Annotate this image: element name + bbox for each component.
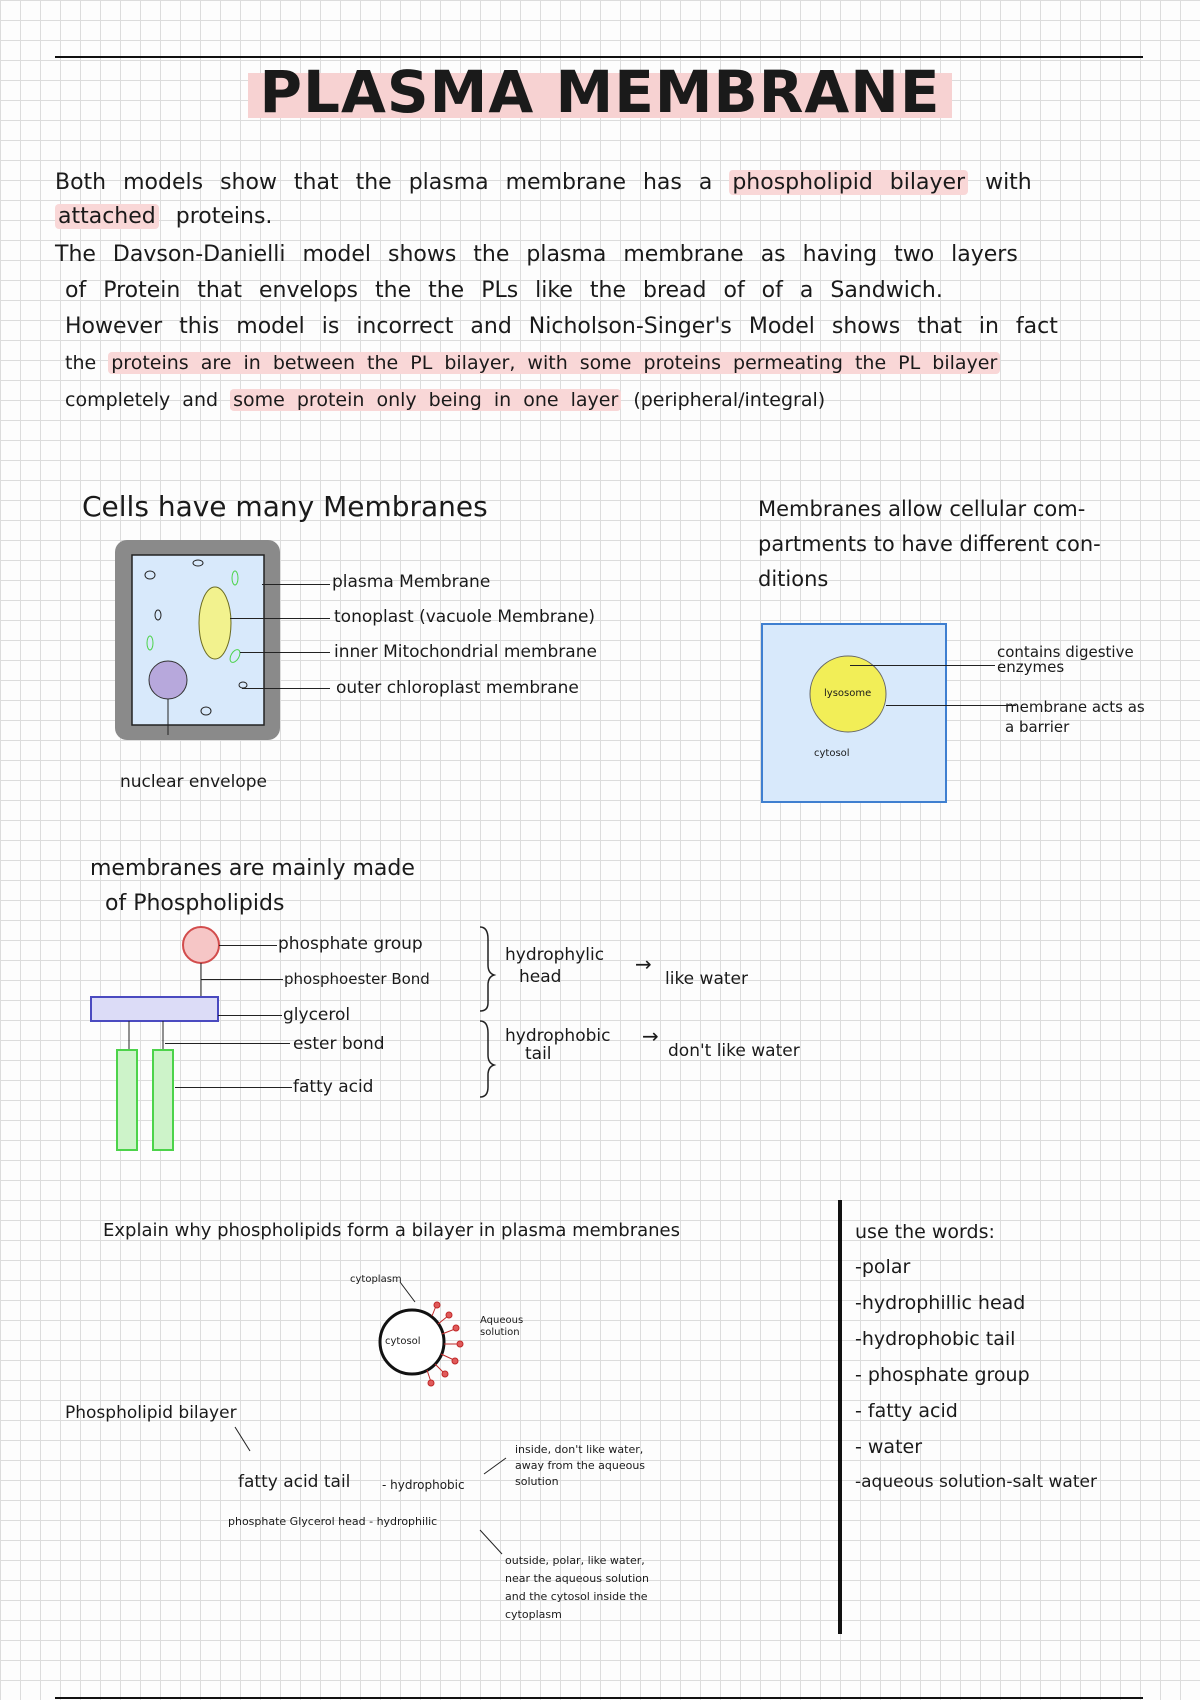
word-item: -polar bbox=[855, 1256, 911, 1278]
pl-label-phosphoester: phosphoester Bond bbox=[284, 970, 430, 988]
compartments-line-3: ditions bbox=[758, 567, 829, 591]
outside-note: outside, polar, like water, near the aqueous solution and the cytosol inside the cytoplasm bbox=[505, 1554, 649, 1621]
phospholipid-heading-1: membranes are mainly made bbox=[90, 856, 415, 881]
phospholipid-heading-2: of Phospholipids bbox=[105, 891, 285, 916]
word-item: -aqueous solution-salt water bbox=[855, 1472, 1097, 1492]
vacuole bbox=[199, 587, 231, 659]
pointer-line bbox=[201, 979, 283, 980]
pl-label-fatty-acid: fatty acid bbox=[293, 1077, 374, 1097]
bilayer-question: Explain why phospholipids form a bilayer in plasma membranes bbox=[103, 1220, 681, 1241]
word-item: - phosphate group bbox=[855, 1364, 1030, 1386]
pointer-line bbox=[242, 688, 330, 689]
fatty-acid-tail bbox=[153, 1050, 173, 1150]
pointer-line bbox=[230, 1425, 270, 1455]
pointer-line bbox=[230, 618, 330, 619]
cells-heading: Cells have many Membranes bbox=[82, 490, 488, 523]
pointer-line bbox=[850, 665, 995, 666]
aqueous-label: Aqueous solution bbox=[480, 1315, 524, 1338]
intro-line-2: attached proteins. bbox=[55, 199, 1145, 235]
compartment-diagram bbox=[760, 622, 950, 804]
tail-label: hydrophobic tail bbox=[505, 1026, 611, 1064]
pointer-line bbox=[165, 1043, 290, 1044]
intro-line-5: However this model is incorrect and Nicholson-Singer's Model shows that in fact bbox=[65, 314, 1058, 339]
intro-line-6: the proteins are in between the PL bilayer, with some proteins permeating the PL bilayer bbox=[65, 345, 1155, 381]
cell-label-chloroplast: outer chloroplast membrane bbox=[336, 678, 579, 698]
phospholipid-diagram bbox=[85, 920, 235, 1155]
intro-line-3: The Davson-Danielli model shows the plasma membrane as having two layers bbox=[55, 242, 1018, 267]
word-item: -hydrophillic head bbox=[855, 1292, 1026, 1314]
compartments-line-1: Membranes allow cellular com- bbox=[758, 497, 1086, 521]
arrow-icon: → bbox=[642, 1024, 659, 1048]
pointer-line bbox=[240, 652, 330, 653]
like-water: like water bbox=[665, 969, 748, 989]
page-title: PLASMA MEMBRANE bbox=[0, 58, 1200, 126]
word-item: - water bbox=[855, 1436, 923, 1458]
fatty-acid-tail bbox=[117, 1050, 137, 1150]
pointer-line bbox=[262, 584, 330, 585]
column-divider bbox=[838, 1200, 842, 1634]
word-item: - fatty acid bbox=[855, 1400, 958, 1422]
cytosol-label: cytosol bbox=[814, 748, 850, 759]
pl-label-ester: ester bond bbox=[293, 1034, 385, 1054]
compartment-label-enzymes: contains digestive enzymes bbox=[997, 643, 1134, 676]
arrow-icon: → bbox=[635, 952, 652, 976]
cell-diagram bbox=[110, 535, 290, 745]
intro-line-4: of Protein that envelops the the PLs like the bread of of a Sandwich. bbox=[65, 278, 943, 303]
brackets bbox=[478, 925, 498, 1100]
pl-label-glycerol: glycerol bbox=[283, 1005, 351, 1025]
phosphate-head bbox=[183, 927, 219, 963]
fatty-tail-label: fatty acid tail bbox=[238, 1472, 351, 1492]
pointer-line bbox=[478, 1528, 508, 1558]
glycerol-bar bbox=[91, 997, 218, 1021]
pointer-line bbox=[482, 1456, 512, 1476]
pl-label-phosphate: phosphate group bbox=[278, 934, 423, 954]
micelle-cytosol-label: cytosol bbox=[385, 1336, 421, 1347]
cytoplasm-label: cytoplasm bbox=[350, 1274, 402, 1285]
pl-bilayer-label: Phospholipid bilayer bbox=[65, 1403, 237, 1423]
pointer-line bbox=[175, 1087, 292, 1088]
lysosome-label: lysosome bbox=[824, 688, 872, 699]
compartments-line-2: partments to have different con- bbox=[758, 532, 1101, 556]
word-item: -hydrophobic tail bbox=[855, 1328, 1016, 1350]
head-hydrophilic-label: phosphate Glycerol head - hydrophilic bbox=[228, 1515, 438, 1528]
pointer-line bbox=[886, 705, 1016, 706]
intro-line-1: Both models show that the plasma membrane has a phospholipid bilayer with bbox=[55, 170, 1032, 195]
cell-label-tonoplast: tonoplast (vacuole Membrane) bbox=[334, 607, 596, 627]
head-label: hydrophylic head bbox=[505, 945, 605, 987]
cell-label-plasma: plasma Membrane bbox=[332, 572, 491, 592]
cell-label-mitochondrial: inner Mitochondrial membrane bbox=[334, 642, 597, 662]
bottom-rule bbox=[55, 1697, 1143, 1699]
dislike-water: don't like water bbox=[668, 1041, 800, 1061]
compartment-label-barrier: membrane acts as a barrier bbox=[1005, 698, 1145, 736]
inside-note: inside, don't like water, away from the aqueous solution bbox=[515, 1443, 646, 1488]
words-heading: use the words: bbox=[855, 1221, 995, 1243]
intro-line-7: completely and some protein only being in one layer (peripheral/integral) bbox=[65, 389, 826, 411]
nucleus bbox=[149, 661, 187, 699]
pointer-line bbox=[219, 945, 277, 946]
cell-cytoplasm bbox=[132, 555, 264, 725]
hydrophobic-label: - hydrophobic bbox=[382, 1478, 465, 1492]
pointer-line bbox=[218, 1015, 282, 1016]
cell-label-nuclear: nuclear envelope bbox=[120, 772, 268, 792]
